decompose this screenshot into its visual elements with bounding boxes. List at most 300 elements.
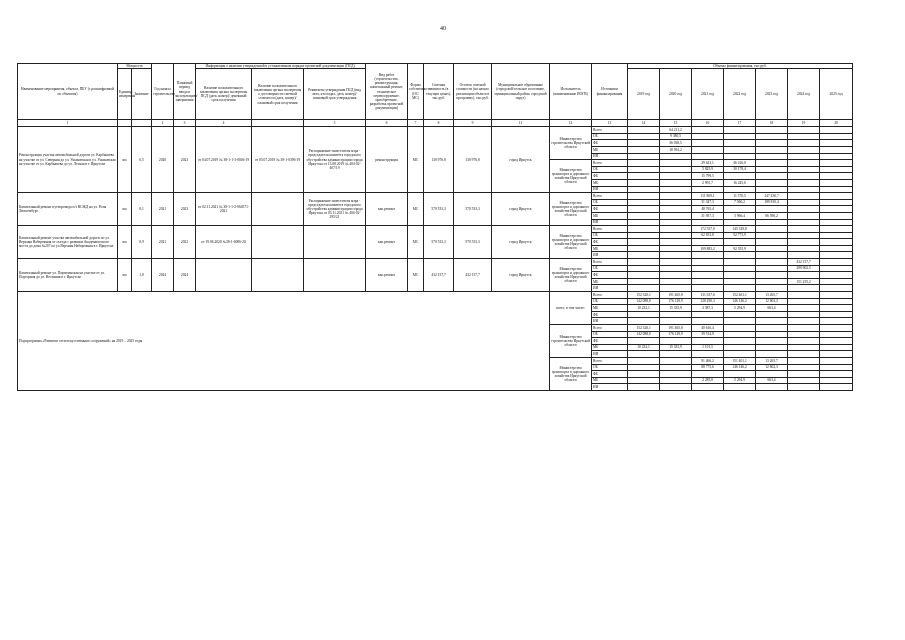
amount-cell: 152 320,1 (628, 325, 660, 332)
amount-cell (628, 173, 660, 180)
amount-cell (788, 357, 820, 364)
table-row (18, 193, 853, 200)
amount-cell (756, 245, 788, 252)
amount-cell (628, 193, 660, 200)
amount-cell (788, 212, 820, 219)
amount-cell (692, 384, 724, 391)
amount-cell (692, 219, 724, 226)
amount-cell (820, 166, 853, 173)
table-row (18, 292, 853, 299)
amount-cell: 663,4 (756, 305, 788, 312)
object-est-cost: 570 533,3 (424, 193, 454, 226)
amount-cell: 247 430,7 (756, 193, 788, 200)
amount-cell (692, 146, 724, 153)
amount-cell (724, 344, 756, 351)
amount-cell (820, 245, 853, 252)
amount-cell: 2 285,8 (692, 377, 724, 384)
amount-cell: 280 902,5 (788, 265, 820, 272)
header-work-type: Вид работ (строительство, реконструкция, капитальный ремонт, техническое перевооружение, приобретение, разработка проектной документации) (366, 64, 408, 120)
amount-cell (628, 186, 660, 193)
amount-cell (820, 331, 853, 338)
amount-cell (724, 259, 756, 266)
amount-cell (756, 252, 788, 259)
amount-cell (692, 140, 724, 147)
amount-cell (820, 285, 853, 292)
source-cell: ИИ (592, 285, 628, 292)
amount-cell: 40 616,4 (692, 325, 724, 332)
amount-cell (820, 226, 853, 233)
amount-cell: 31 347,3 (692, 199, 724, 206)
amount-cell: 52 773,9 (724, 232, 756, 239)
header-executor: Исполнитель (наименование ИОГВ) (550, 64, 592, 120)
amount-cell (628, 133, 660, 140)
amount-cell (820, 311, 853, 318)
column-index: 19 (788, 120, 820, 127)
amount-cell (628, 219, 660, 226)
source-cell: МБ (592, 179, 628, 186)
object-remaining: 130 976,8 (454, 127, 492, 193)
table-row (18, 127, 853, 134)
amount-cell (724, 384, 756, 391)
amount-cell: 176 129,9 (660, 298, 692, 305)
object-unit: км (118, 226, 132, 259)
amount-cell: 11 370,5 (724, 193, 756, 200)
amount-cell (724, 272, 756, 279)
amount-cell (820, 338, 853, 345)
amount-cell (692, 278, 724, 285)
source-cell: ФБ (592, 206, 628, 213)
amount-cell: 91 466,2 (692, 357, 724, 364)
amount-cell (628, 384, 660, 391)
amount-cell (660, 186, 692, 193)
amount-cell (788, 318, 820, 325)
amount-cell (788, 153, 820, 160)
amount-cell (660, 377, 692, 384)
source-cell: Всего (592, 292, 628, 299)
object-unit: км (118, 259, 132, 292)
amount-cell (820, 179, 853, 186)
object-cost-check: от 05.07.2019 № 38-1-0396-19 (252, 127, 304, 193)
object-est-cost: 570 533,3 (424, 226, 454, 259)
amount-cell: 13 265,7 (756, 292, 788, 299)
executor-cell: Министерство строительства Иркутской области (550, 127, 592, 160)
amount-cell: 12 602,3 (756, 298, 788, 305)
object-work-type: кап.ремонт (366, 226, 408, 259)
amount-cell (660, 179, 692, 186)
amount-cell (756, 371, 788, 378)
source-cell: Всего (592, 127, 628, 134)
executor-cell: всего, в том числе: (550, 292, 592, 325)
amount-cell (756, 179, 788, 186)
amount-cell: 3 387,3 (692, 305, 724, 312)
source-cell: МБ (592, 305, 628, 312)
amount-cell (788, 377, 820, 384)
amount-cell (660, 226, 692, 233)
executor-cell: Министерство транспорта и дорожного хозяйства Иркутской области (550, 160, 592, 193)
header-plan-year: Плановый период ввода в эксплуатацию/завершения (174, 64, 196, 120)
object-municipality: город Иркутск (492, 226, 550, 259)
column-index: 2 (152, 120, 174, 127)
amount-cell (628, 338, 660, 345)
amount-cell (724, 318, 756, 325)
amount-cell: 2 991,7 (692, 179, 724, 186)
amount-cell (724, 252, 756, 259)
amount-cell: 5 294,9 (724, 377, 756, 384)
column-index: 3 (174, 120, 196, 127)
amount-cell (820, 212, 853, 219)
amount-cell (756, 166, 788, 173)
amount-cell (756, 384, 788, 391)
amount-cell (788, 226, 820, 233)
summary-name: Подпрограмма «Развитие сети искусственных сооружений» на 2019 – 2025 годы (18, 292, 550, 391)
amount-cell (660, 219, 692, 226)
amount-cell: 36 038,5 (660, 140, 692, 147)
source-cell: ИИ (592, 219, 628, 226)
amount-cell (724, 219, 756, 226)
amount-cell: 5 825,9 (692, 166, 724, 173)
amount-cell (660, 239, 692, 246)
amount-cell (628, 146, 660, 153)
header-cost-check: Наличие положительного заключения органа экспертизы о достоверности сметной стоимости (дата, номер)/ плановый срок получения (252, 69, 304, 120)
amount-cell (756, 226, 788, 233)
object-remaining: 432 157,7 (454, 259, 492, 292)
amount-cell (756, 127, 788, 134)
header-name: Наименование мероприятия, объекта, ПБУ (с расшифровкой по объектам) (18, 64, 118, 120)
amount-cell (788, 245, 820, 252)
amount-cell: 152 320,1 (628, 292, 660, 299)
amount-cell: 151 401,1 (724, 357, 756, 364)
source-cell: ИИ (592, 153, 628, 160)
amount-cell (756, 351, 788, 358)
amount-cell (724, 325, 756, 332)
amount-cell (628, 239, 660, 246)
amount-cell (660, 206, 692, 213)
source-cell: ИИ (592, 351, 628, 358)
column-index: 11 (492, 120, 550, 127)
source-cell: Всего (592, 357, 628, 364)
amount-cell (660, 199, 692, 206)
amount-cell: 86 590,2 (756, 212, 788, 219)
table-row (18, 259, 853, 266)
amount-cell (628, 226, 660, 233)
object-cost-check (252, 226, 304, 259)
amount-cell (756, 344, 788, 351)
amount-cell (820, 259, 853, 266)
amount-cell: 39 514,9 (692, 331, 724, 338)
amount-cell: 62 653,8 (692, 232, 724, 239)
header-year: 2020 год (660, 69, 692, 120)
amount-cell (692, 338, 724, 345)
amount-cell: 48 765,4 (692, 206, 724, 213)
amount-cell: 88 775,6 (692, 364, 724, 371)
amount-cell (756, 219, 788, 226)
amount-cell (820, 160, 853, 167)
amount-cell: 12 602,3 (756, 364, 788, 371)
header-funding: Объемы финансирования, тыс.руб. (628, 64, 853, 69)
source-cell: МБ (592, 377, 628, 384)
amount-cell (692, 371, 724, 378)
column-index: 16 (692, 120, 724, 127)
amount-cell (660, 193, 692, 200)
object-plan-year: 2022 (174, 226, 196, 259)
amount-cell: 191 465,8 (660, 325, 692, 332)
column-index: 9 (454, 120, 492, 127)
amount-cell (692, 186, 724, 193)
header-docs-info: Информация о наличии утвержденной в установленном порядке проектной документации (ПСД). (196, 64, 366, 69)
amount-cell (820, 219, 853, 226)
amount-cell (820, 133, 853, 140)
column-index: 13 (592, 120, 628, 127)
amount-cell: 9 380,5 (660, 133, 692, 140)
object-cost-check (252, 259, 304, 292)
column-index: 17 (724, 120, 756, 127)
amount-cell: 1 101,5 (692, 344, 724, 351)
amount-cell (820, 357, 853, 364)
column-index: 15 (660, 120, 692, 127)
source-cell: ОБ (592, 232, 628, 239)
amount-cell: 5 294,9 (724, 305, 756, 312)
amount-cell: 142 088,0 (628, 298, 660, 305)
amount-cell (724, 146, 756, 153)
executor-cell: Министерство транспорта и дорожного хозяйства Иркутской области (550, 259, 592, 292)
amount-cell (660, 212, 692, 219)
executor-cell: Министерство транспорта и дорожного хозяйства Иркутской области (550, 226, 592, 259)
column-index: 4 (196, 120, 252, 127)
amount-cell (660, 311, 692, 318)
header-year: 2019 год (628, 69, 660, 120)
amount-cell (660, 252, 692, 259)
object-name: Реконструкция участка автомобильной дороги ул. Карбышева на участке от ул. Северная до ул. Ушаковская и ул. Ушаковская на участке от ул. Карбышева до ул. Лесная в г. Иркутске (18, 127, 118, 193)
amount-cell (788, 239, 820, 246)
amount-cell (724, 311, 756, 318)
amount-cell (756, 133, 788, 140)
source-cell: ФБ (592, 338, 628, 345)
executor-cell: Министерство строительства Иркутской области (550, 325, 592, 358)
amount-cell: 15 335,9 (660, 344, 692, 351)
amount-cell: 146 146,2 (724, 298, 756, 305)
object-approval (304, 226, 366, 259)
column-index: 12 (550, 120, 592, 127)
header-year: 2022 год (724, 69, 756, 120)
amount-cell (692, 265, 724, 272)
amount-cell (820, 292, 853, 299)
column-index (132, 120, 152, 127)
amount-cell (820, 252, 853, 259)
amount-cell: 111 869,1 (692, 193, 724, 200)
amount-cell (692, 318, 724, 325)
header-unit: Единица измерения (118, 69, 132, 120)
amount-cell (820, 186, 853, 193)
amount-cell (788, 133, 820, 140)
object-remaining: 570 533,3 (454, 193, 492, 226)
amount-cell (756, 160, 788, 167)
object-unit: км (118, 127, 132, 193)
amount-cell (788, 199, 820, 206)
amount-cell (820, 305, 853, 312)
amount-cell: 146 146,2 (724, 364, 756, 371)
amount-cell (820, 278, 853, 285)
object-plan-year: 2024 (174, 259, 196, 292)
amount-cell (788, 179, 820, 186)
object-plan-year: 2023 (174, 193, 196, 226)
amount-cell (820, 140, 853, 147)
amount-cell (788, 206, 820, 213)
amount-cell: 191 465,8 (660, 292, 692, 299)
amount-cell: 176 129,9 (660, 331, 692, 338)
amount-cell (756, 325, 788, 332)
object-remaining: 570 533,3 (454, 226, 492, 259)
amount-cell (820, 384, 853, 391)
amount-cell (788, 219, 820, 226)
amount-cell (628, 272, 660, 279)
object-est-cost: 130 976,8 (424, 127, 454, 193)
source-cell: МБ (592, 278, 628, 285)
amount-cell (660, 384, 692, 391)
amount-cell (756, 146, 788, 153)
amount-cell (724, 153, 756, 160)
amount-cell (660, 173, 692, 180)
amount-cell (788, 298, 820, 305)
amount-cell: 128 290,3 (692, 298, 724, 305)
object-year-start: 2020 (152, 127, 174, 193)
amount-cell (628, 232, 660, 239)
amount-cell (724, 186, 756, 193)
amount-cell (788, 160, 820, 167)
header-value: Значение (132, 69, 152, 120)
amount-cell (628, 127, 660, 134)
object-approval (304, 259, 366, 292)
amount-cell (788, 127, 820, 134)
source-cell: ФБ (592, 173, 628, 180)
source-cell: Всего (592, 226, 628, 233)
amount-cell (820, 199, 853, 206)
amount-cell (788, 311, 820, 318)
column-index (118, 120, 132, 127)
amount-cell: 15 799,5 (692, 173, 724, 180)
amount-cell (724, 351, 756, 358)
amount-cell: 15 335,9 (660, 305, 692, 312)
amount-cell (660, 265, 692, 272)
source-cell: ОБ (592, 298, 628, 305)
amount-cell (788, 371, 820, 378)
amount-cell: 131 637,6 (692, 292, 724, 299)
amount-cell (820, 232, 853, 239)
object-value: 0,1 (132, 193, 152, 226)
object-est-cost: 432 157,7 (424, 259, 454, 292)
header-year: 2023 год (756, 69, 788, 120)
amount-cell (660, 160, 692, 167)
amount-cell (756, 318, 788, 325)
column-index: 18 (756, 120, 788, 127)
amount-cell (788, 140, 820, 147)
object-year-start: 2024 (152, 259, 174, 292)
amount-cell (692, 133, 724, 140)
object-ownership: МС (408, 193, 424, 226)
amount-cell (692, 252, 724, 259)
header-expertise: Наличие положительного заключения органа экспертизы ПСД (дата, номер)/ денежный срок получения (196, 69, 252, 120)
object-municipality: город Иркутск (492, 259, 550, 292)
amount-cell (756, 338, 788, 345)
object-year-start: 2021 (152, 193, 174, 226)
source-cell: МБ (592, 344, 628, 351)
amount-cell (692, 259, 724, 266)
object-municipality: город Иркутск (492, 193, 550, 226)
amount-cell (692, 153, 724, 160)
source-cell: МБ (592, 245, 628, 252)
amount-cell (660, 278, 692, 285)
object-value: 0,5 (132, 127, 152, 193)
amount-cell (756, 311, 788, 318)
amount-cell (628, 166, 660, 173)
source-cell: МБ (592, 146, 628, 153)
amount-cell (628, 357, 660, 364)
amount-cell: 16 245,6 (724, 179, 756, 186)
amount-cell (724, 371, 756, 378)
source-cell: Всего (592, 160, 628, 167)
table-row (18, 120, 853, 127)
amount-cell (788, 305, 820, 312)
funding-table (17, 63, 853, 391)
object-plan-year: 2023 (174, 127, 196, 193)
amount-cell (820, 239, 853, 246)
source-cell: Всего (592, 259, 628, 266)
header-remaining: Остаток сметной стоимости (на начало реализации объекта в программу), тыс.руб. (454, 64, 492, 120)
amount-cell: 3 966,4 (724, 212, 756, 219)
object-expertise: от 02.11.2021 № 38-1-1-2-064571-2021 (196, 193, 252, 226)
source-cell: Всего (592, 193, 628, 200)
amount-cell (660, 285, 692, 292)
column-index (252, 120, 304, 127)
object-unit: км (118, 193, 132, 226)
amount-cell: 64 211,2 (660, 127, 692, 134)
amount-cell: 151 255,2 (788, 278, 820, 285)
object-cost-check (252, 193, 304, 226)
amount-cell (660, 371, 692, 378)
object-work-type: реконструкция (366, 127, 408, 193)
object-year-start: 2021 (152, 226, 174, 259)
object-value: 1,0 (132, 259, 152, 292)
amount-cell (788, 173, 820, 180)
object-municipality: город Иркутск (492, 127, 550, 193)
amount-cell (724, 265, 756, 272)
amount-cell (628, 179, 660, 186)
amount-cell (724, 140, 756, 147)
source-cell: ОБ (592, 133, 628, 140)
source-cell: ИИ (592, 252, 628, 259)
amount-cell (756, 278, 788, 285)
amount-cell (724, 239, 756, 246)
source-cell: МБ (592, 212, 628, 219)
amount-cell (628, 212, 660, 219)
header-year: 2025 год (820, 69, 853, 120)
amount-cell (628, 371, 660, 378)
amount-cell (756, 206, 788, 213)
amount-cell (628, 199, 660, 206)
amount-cell (756, 153, 788, 160)
amount-cell (692, 239, 724, 246)
amount-cell (756, 232, 788, 239)
header-municipality: Муниципальное образование (городской/сельское поселение, муниципальный район, городской округ) (492, 64, 550, 120)
amount-cell (628, 351, 660, 358)
amount-cell (660, 166, 692, 173)
amount-cell (628, 153, 660, 160)
amount-cell (756, 331, 788, 338)
amount-cell (628, 206, 660, 213)
amount-cell: 92 555,9 (724, 245, 756, 252)
column-index: 8 (424, 120, 454, 127)
object-name: Капитальный ремонт ул. Партизанская на участке от ул. Подгорная до ул. Весенняя в г. Иркутске (18, 259, 118, 292)
source-cell: ОБ (592, 265, 628, 272)
